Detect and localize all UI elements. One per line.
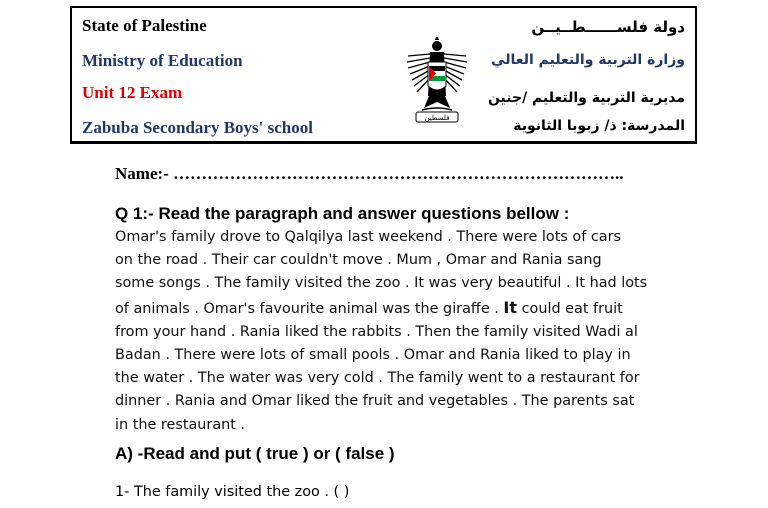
- state-title-ar: دولة فلســــــطــيــن: [531, 18, 685, 36]
- question1-title: Q 1:- Read the paragraph and answer questions bellow :: [115, 204, 570, 223]
- emblem-caption: فلسطين: [424, 114, 450, 122]
- section-a-title: A) -Read and put ( true ) or ( false ): [115, 444, 395, 463]
- paragraph-line: some songs . The family visited the zoo . It was very beautiful . It had lots: [115, 275, 648, 292]
- paragraph-line: Badan . There were lots of small pools . Omar and Rania liked to play in: [115, 347, 631, 364]
- ministry-title-ar: وزارة التربية والتعليم العالي: [491, 52, 685, 68]
- paragraph-line: [115, 296, 655, 321]
- paragraph-line: Omar's family drove to Qalqilya last weekend . There were lots of cars: [115, 229, 621, 245]
- true-false-item-1[interactable]: 1- The family visited the zoo . ( ): [115, 484, 350, 500]
- school-name-en: Zabuba Secondary Boys' school: [82, 118, 313, 137]
- paragraph-line: on the road . Their car couldn't move . Mum , Omar and Rania sang: [115, 252, 602, 269]
- state-title-en: State of Palestine: [82, 16, 207, 35]
- palestine-eagle-emblem-icon: [402, 36, 472, 132]
- header-box: [70, 6, 697, 144]
- paragraph-bold-word: It: [503, 297, 518, 317]
- directorate-ar: مديرية التربية والتعليم /جنين: [487, 90, 685, 106]
- reading-paragraph: [115, 226, 655, 437]
- paragraph-line-part: could eat fruit: [517, 300, 623, 317]
- school-name-ar: المدرسة: ذ/ زبوبا الثانوية: [513, 118, 685, 134]
- paragraph-line: dinner . Rania and Omar liked the fruit and vegetables . The parents sat: [115, 393, 635, 410]
- paragraph-line: in the restaurant .: [115, 416, 246, 433]
- ministry-title-en: Ministry of Education: [82, 51, 243, 70]
- paragraph-line: from your hand . Rania liked the rabbits . Then the family visited Wadi al: [115, 323, 638, 340]
- paragraph-line-part: of animals . Omar's favourite animal was the giraffe .: [115, 300, 504, 317]
- paragraph-line: the water . The water was very cold . The family went to a restaurant for: [115, 370, 640, 387]
- student-name-field[interactable]: Name:- ……………………………………………………………………..: [115, 164, 624, 183]
- exam-title: Unit 12 Exam: [82, 83, 183, 102]
